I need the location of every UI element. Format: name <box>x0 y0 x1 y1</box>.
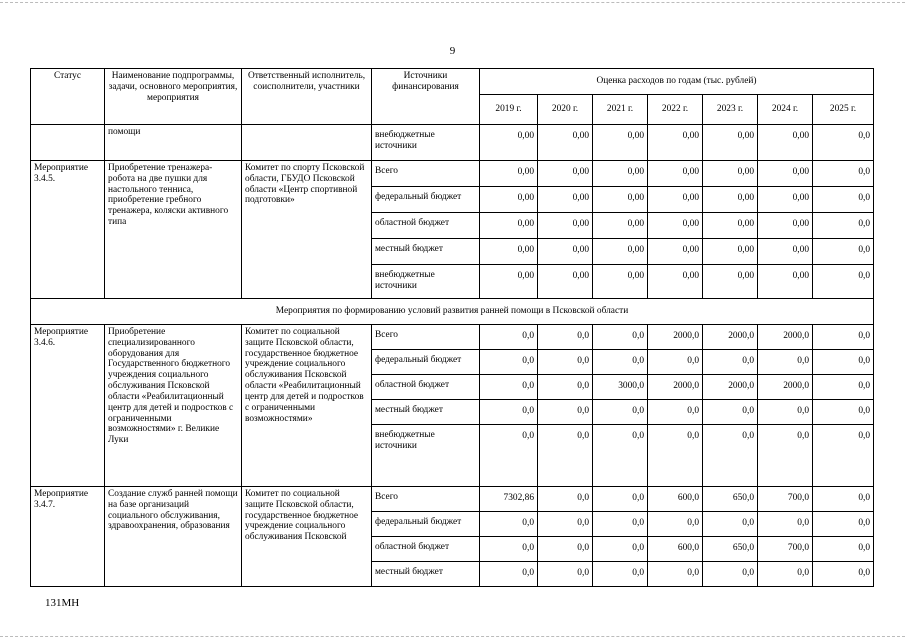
value-cell: 0,00 <box>480 125 538 161</box>
table-row <box>31 487 874 512</box>
value-cell: 0,00 <box>593 161 648 187</box>
executor-cell: Комитет по социальной защите Псковской области, государственное бюджетное учреждение социального обслуживания Псковской области «Реабилитационный центр для детей и подростков с ограниченными возможностями» <box>242 325 372 487</box>
value-cell: 0,0 <box>813 512 874 537</box>
value-cell: 7302,86 <box>480 487 538 512</box>
source-cell: местный бюджет <box>372 562 480 587</box>
executor-cell: Комитет по спорту Псковской области, ГБУДО Псковской области «Центр спортивной подготовки» <box>242 161 372 299</box>
value-cell: 0,0 <box>480 537 538 562</box>
year-2023: 2023 г. <box>703 95 758 125</box>
value-cell: 0,00 <box>480 213 538 239</box>
value-cell: 0,0 <box>813 425 874 487</box>
value-cell: 0,00 <box>593 125 648 161</box>
value-cell: 0,0 <box>703 350 758 375</box>
source-cell: федеральный бюджет <box>372 350 480 375</box>
header-name: Наименование подпрограммы, задачи, основного мероприятия, мероприятия <box>105 69 242 125</box>
source-cell: Всего <box>372 487 480 512</box>
value-cell: 0,00 <box>648 125 703 161</box>
value-cell: 0,0 <box>758 512 813 537</box>
value-cell: 0,00 <box>593 265 648 299</box>
value-cell: 0,00 <box>538 187 593 213</box>
value-cell: 0,00 <box>648 187 703 213</box>
value-cell: 3000,0 <box>593 375 648 400</box>
value-cell: 0,00 <box>703 213 758 239</box>
value-cell: 0,00 <box>758 265 813 299</box>
value-cell: 0,00 <box>593 187 648 213</box>
value-cell: 0,0 <box>538 375 593 400</box>
name-cell: Приобретение тренажера-робота на две пушки для настольного тенниса, приобретение гребного тренажера, коляски активного типа <box>105 161 242 299</box>
scan-bottom-edge <box>0 636 905 638</box>
source-cell: внебюджетные источники <box>372 425 480 487</box>
source-cell: внебюджетные источники <box>372 125 480 161</box>
value-cell: 0,00 <box>758 161 813 187</box>
value-cell: 0,0 <box>813 537 874 562</box>
value-cell: 0,0 <box>538 325 593 350</box>
value-cell: 2000,0 <box>648 375 703 400</box>
value-cell: 0,00 <box>593 239 648 265</box>
value-cell: 0,0 <box>813 125 874 161</box>
value-cell: 650,0 <box>703 487 758 512</box>
value-cell: 0,0 <box>593 487 648 512</box>
value-cell: 0,0 <box>758 425 813 487</box>
value-cell: 0,0 <box>538 512 593 537</box>
value-cell: 0,0 <box>813 487 874 512</box>
value-cell: 0,0 <box>538 487 593 512</box>
source-cell: областной бюджет <box>372 537 480 562</box>
source-cell: федеральный бюджет <box>372 512 480 537</box>
value-cell: 0,0 <box>480 350 538 375</box>
value-cell: 0,0 <box>813 213 874 239</box>
header-status: Статус <box>31 69 105 125</box>
value-cell: 0,00 <box>648 265 703 299</box>
value-cell: 2000,0 <box>648 325 703 350</box>
value-cell: 0,0 <box>813 325 874 350</box>
value-cell: 0,00 <box>538 265 593 299</box>
value-cell: 650,0 <box>703 537 758 562</box>
value-cell: 0,0 <box>593 512 648 537</box>
value-cell: 0,0 <box>813 239 874 265</box>
value-cell: 0,0 <box>480 562 538 587</box>
value-cell: 0,0 <box>758 400 813 425</box>
header-sources: Источники финансирования <box>372 69 480 125</box>
year-2022: 2022 г. <box>648 95 703 125</box>
value-cell: 0,0 <box>538 425 593 487</box>
source-cell: внебюджетные источники <box>372 265 480 299</box>
value-cell: 2000,0 <box>703 325 758 350</box>
value-cell: 0,00 <box>480 239 538 265</box>
value-cell: 0,00 <box>758 187 813 213</box>
value-cell: 0,0 <box>593 350 648 375</box>
scan-top-edge <box>0 2 905 4</box>
value-cell: 0,00 <box>648 239 703 265</box>
value-cell: 0,00 <box>538 239 593 265</box>
value-cell: 0,00 <box>480 161 538 187</box>
year-2020: 2020 г. <box>538 95 593 125</box>
status-cell <box>31 125 105 161</box>
value-cell: 0,0 <box>480 375 538 400</box>
value-cell: 0,0 <box>538 562 593 587</box>
value-cell: 0,0 <box>813 562 874 587</box>
executor-cell <box>242 125 372 161</box>
value-cell: 0,0 <box>648 350 703 375</box>
executor-cell: Комитет по социальной защите Псковской области, государственное бюджетное учреждение социального обслуживания Псковской <box>242 487 372 587</box>
value-cell: 0,0 <box>758 350 813 375</box>
value-cell: 0,0 <box>593 562 648 587</box>
value-cell: 0,0 <box>538 350 593 375</box>
source-cell: местный бюджет <box>372 239 480 265</box>
value-cell: 600,0 <box>648 487 703 512</box>
value-cell: 0,0 <box>538 537 593 562</box>
source-cell: областной бюджет <box>372 375 480 400</box>
value-cell: 0,00 <box>703 187 758 213</box>
value-cell: 0,0 <box>813 350 874 375</box>
status-cell: Мероприятие 3.4.6. <box>31 325 105 487</box>
value-cell: 0,00 <box>480 187 538 213</box>
value-cell: 0,0 <box>593 325 648 350</box>
name-cell: Приобретение специализированного оборудования для Государственного бюджетного учреждения социального обслуживания Псковской области «Реабилитационный центр для детей и подростков с ограниченными возможностями» г. Великие Луки <box>105 325 242 487</box>
value-cell: 0,0 <box>813 400 874 425</box>
section-row <box>31 299 874 325</box>
source-cell: Всего <box>372 325 480 350</box>
value-cell: 0,0 <box>593 425 648 487</box>
value-cell: 0,0 <box>703 425 758 487</box>
value-cell: 0,0 <box>480 425 538 487</box>
value-cell: 0,0 <box>813 187 874 213</box>
value-cell: 700,0 <box>758 537 813 562</box>
value-cell: 0,00 <box>593 213 648 239</box>
name-cell: помощи <box>105 125 242 161</box>
value-cell: 0,00 <box>480 265 538 299</box>
value-cell: 0,0 <box>538 400 593 425</box>
value-cell: 0,00 <box>648 161 703 187</box>
budget-table <box>30 68 874 587</box>
value-cell: 0,0 <box>703 512 758 537</box>
value-cell: 0,00 <box>703 265 758 299</box>
source-cell: областной бюджет <box>372 213 480 239</box>
value-cell: 0,0 <box>648 425 703 487</box>
table-row <box>31 125 874 161</box>
value-cell: 0,0 <box>593 537 648 562</box>
value-cell: 0,00 <box>758 213 813 239</box>
value-cell: 2000,0 <box>758 325 813 350</box>
value-cell: 0,0 <box>480 512 538 537</box>
value-cell: 2000,0 <box>703 375 758 400</box>
value-cell: 0,0 <box>703 400 758 425</box>
value-cell: 700,0 <box>758 487 813 512</box>
name-cell: Создание служб ранней помощи на базе организаций социального обслуживания, здравоохранения, образования <box>105 487 242 587</box>
header-executor: Ответственный исполнитель, соисполнители, участники <box>242 69 372 125</box>
status-cell: Мероприятие 3.4.7. <box>31 487 105 587</box>
value-cell: 0,0 <box>648 400 703 425</box>
value-cell: 0,00 <box>648 213 703 239</box>
value-cell: 0,00 <box>703 161 758 187</box>
value-cell: 0,00 <box>538 213 593 239</box>
value-cell: 0,0 <box>758 562 813 587</box>
header-estimate: Оценка расходов по годам (тыс. рублей) <box>480 69 874 95</box>
footer-code: 131МН <box>45 597 80 609</box>
table-row <box>31 161 874 187</box>
value-cell: 0,00 <box>538 125 593 161</box>
value-cell: 0,00 <box>758 125 813 161</box>
source-cell: Всего <box>372 161 480 187</box>
year-2021: 2021 г. <box>593 95 648 125</box>
year-2024: 2024 г. <box>758 95 813 125</box>
section-title: Мероприятия по формированию условий развития ранней помощи в Псковской области <box>31 299 874 325</box>
page-number: 9 <box>449 45 456 57</box>
value-cell: 0,0 <box>813 161 874 187</box>
value-cell: 0,00 <box>703 239 758 265</box>
year-2019: 2019 г. <box>480 95 538 125</box>
value-cell: 0,0 <box>648 562 703 587</box>
value-cell: 0,00 <box>538 161 593 187</box>
value-cell: 0,00 <box>758 239 813 265</box>
value-cell: 0,0 <box>703 562 758 587</box>
value-cell: 0,0 <box>648 512 703 537</box>
status-cell: Мероприятие 3.4.5. <box>31 161 105 299</box>
table-row <box>31 325 874 350</box>
source-cell: федеральный бюджет <box>372 187 480 213</box>
value-cell: 0,0 <box>480 325 538 350</box>
value-cell: 0,0 <box>813 375 874 400</box>
value-cell: 2000,0 <box>758 375 813 400</box>
value-cell: 0,0 <box>480 400 538 425</box>
year-2025: 2025 г. <box>813 95 874 125</box>
value-cell: 0,0 <box>593 400 648 425</box>
header-row-1 <box>31 69 874 95</box>
value-cell: 0,0 <box>813 265 874 299</box>
value-cell: 0,00 <box>703 125 758 161</box>
source-cell: местный бюджет <box>372 400 480 425</box>
value-cell: 600,0 <box>648 537 703 562</box>
